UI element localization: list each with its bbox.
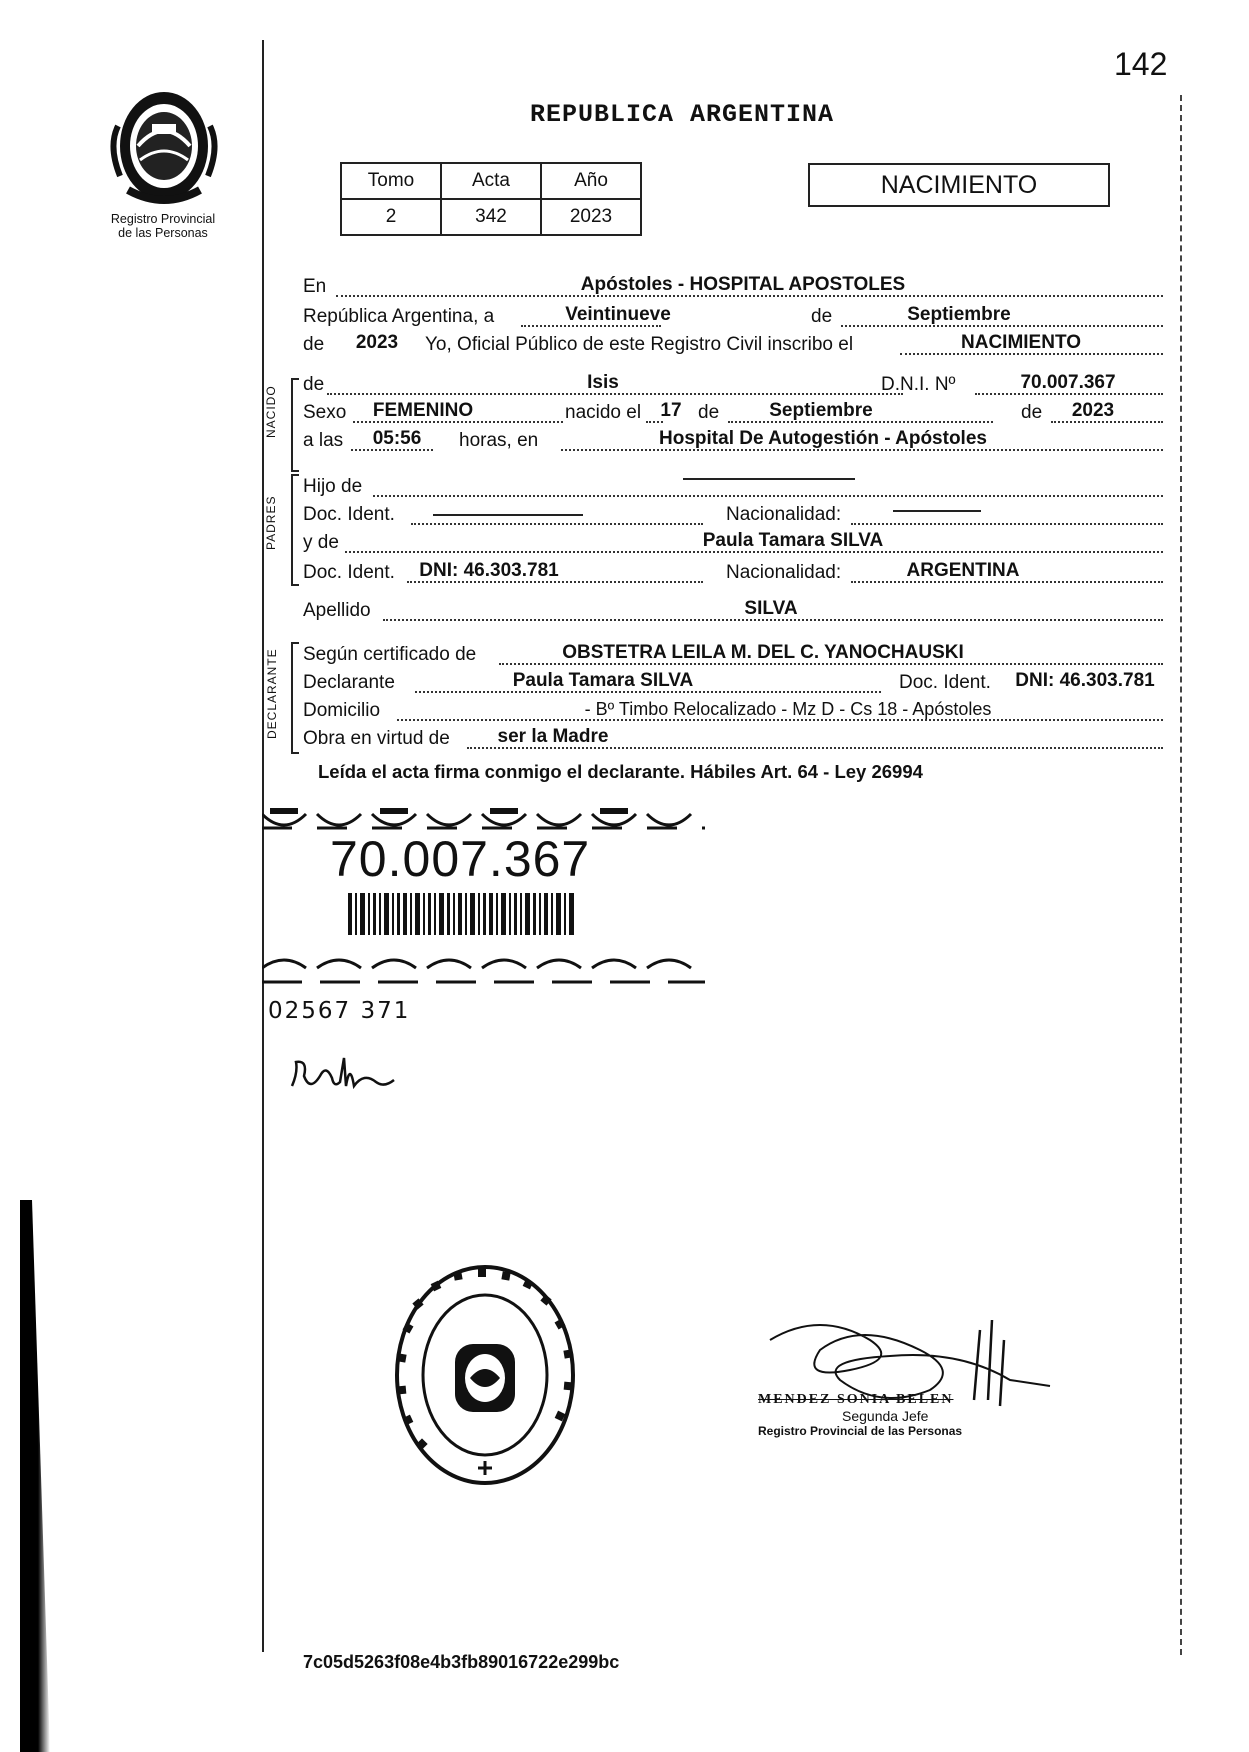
bracket-declarante	[291, 642, 299, 754]
label-de-1: de	[811, 306, 833, 327]
value-obra: ser la Madre	[497, 726, 609, 747]
official-stamp	[390, 1260, 580, 1490]
value-madre-nac: ARGENTINA	[906, 560, 1020, 581]
blank-padre	[683, 478, 855, 480]
value-domicilio: - Bº Timbo Relocalizado - Mz D - Cs 18 - Apóstoles	[584, 699, 992, 719]
page-title: REPUBLICA ARGENTINA	[530, 100, 835, 129]
value-acta: 342	[441, 199, 541, 235]
value-declarante-doc: DNI: 46.303.781	[1015, 670, 1155, 691]
label-doc-declarante: Doc. Ident.	[899, 672, 991, 693]
value-nac-anio: 2023	[1071, 400, 1115, 421]
value-tomo: 2	[341, 199, 441, 235]
label-declarante-campo: Declarante	[303, 672, 395, 693]
dni-large-print: 70.007.367	[330, 831, 591, 887]
value-apellido: SILVA	[744, 598, 798, 619]
value-acto: NACIMIENTO	[961, 332, 1081, 353]
value-nombre: Isis	[587, 372, 619, 393]
label-obra: Obra en virtud de	[303, 728, 450, 749]
row-fecha	[303, 302, 1163, 332]
value-anio: 2023	[541, 199, 641, 235]
blank-padre-nac	[893, 510, 981, 512]
security-band-bottom	[262, 958, 705, 992]
row-domicilio	[303, 696, 1163, 726]
label-horas-en: horas, en	[459, 430, 539, 451]
value-anio-insc: 2023	[355, 332, 399, 353]
bracket-nacido	[291, 378, 299, 472]
header-anio: Año	[541, 163, 641, 199]
row-declarante	[303, 668, 1163, 698]
header-tomo: Tomo	[341, 163, 441, 199]
handwritten-initials	[288, 1052, 398, 1098]
row-en	[303, 272, 1163, 302]
label-declarante: DECLARANTE	[265, 648, 279, 739]
label-a-las: a las	[303, 430, 344, 451]
signatory-org: Registro Provincial de las Personas	[758, 1424, 963, 1438]
record-table	[340, 162, 642, 236]
label-de-3: de	[303, 374, 325, 395]
label-y-de: y de	[303, 532, 339, 553]
header-acta: Acta	[441, 163, 541, 199]
row-sexo	[303, 398, 1163, 428]
value-declarante: Paula Tamara SILVA	[512, 670, 694, 691]
label-doc-padre: Doc. Ident.	[303, 504, 395, 525]
value-sexo: FEMENINO	[372, 400, 474, 421]
value-madre-doc: DNI: 46.303.781	[419, 560, 559, 581]
signatory-name: MENDEZ SONIA BELEN	[758, 1392, 954, 1407]
value-nac-mes: Septiembre	[769, 400, 873, 421]
signature-block	[758, 1392, 1018, 1438]
row-acto	[303, 330, 1163, 360]
value-lugar: Hospital De Autogestión - Apóstoles	[659, 428, 987, 449]
label-nacido-el: nacido el	[565, 402, 642, 423]
value-madre: Paula Tamara SILVA	[702, 530, 884, 551]
scan-edge	[20, 1200, 50, 1752]
label-apellido: Apellido	[303, 600, 371, 621]
row-hijo-de	[303, 472, 1163, 502]
label-certificado: Según certificado de	[303, 644, 477, 665]
page-number: 142	[1114, 46, 1168, 82]
row-hora	[303, 426, 1163, 456]
label-padres: PADRES	[264, 495, 278, 550]
row-apellido	[303, 596, 1163, 626]
label-de-4: de	[698, 402, 720, 423]
blank-padre-doc	[433, 514, 583, 516]
label-dni: D.N.I. Nº	[881, 374, 956, 395]
label-en: En	[303, 276, 327, 297]
value-certificado: OBSTETRA LEILA M. DEL C. YANOCHAUSKI	[562, 642, 964, 663]
label-sexo: Sexo	[303, 402, 347, 423]
label-republica: República Argentina, a	[303, 306, 495, 327]
row-madre	[303, 528, 1163, 558]
label-doc-madre: Doc. Ident.	[303, 562, 395, 583]
label-de-2: de	[303, 334, 325, 355]
row-padre-doc	[303, 500, 1163, 530]
value-en: Apóstoles - HOSPITAL APOSTOLES	[580, 274, 906, 295]
label-de-5: de	[1021, 402, 1043, 423]
document-hash: 7c05d5263f08e4b3fb89016722e299bc	[303, 1652, 620, 1672]
value-nac-dia: 17	[660, 400, 682, 421]
right-margin-line	[1180, 95, 1182, 1655]
value-dia: Veintinueve	[565, 304, 671, 325]
row-madre-doc	[303, 558, 1163, 588]
label-hijo-de: Hijo de	[303, 476, 363, 497]
signatory-role: Segunda Jefe	[842, 1408, 929, 1424]
label-nac-padre: Nacionalidad:	[726, 504, 842, 525]
logo-caption: Registro Provincial de las Personas	[110, 212, 216, 240]
label-nacido: NACIDO	[264, 385, 278, 438]
row-certificado	[303, 640, 1163, 670]
registry-logo	[108, 86, 220, 208]
value-hora: 05:56	[372, 428, 422, 449]
row-obra	[303, 724, 1163, 754]
value-dni: 70.007.367	[1020, 372, 1116, 393]
label-nac-madre: Nacionalidad:	[726, 562, 842, 583]
label-domicilio: Domicilio	[303, 700, 381, 721]
record-kind-box: NACIMIENTO	[808, 163, 1110, 207]
handwritten-number: 02567 371	[268, 998, 411, 1024]
label-oficial: Yo, Oficial Público de este Registro Civil inscribo el	[425, 334, 854, 355]
row-nombre	[303, 370, 1163, 400]
value-mes: Septiembre	[907, 304, 1011, 325]
left-margin-line	[262, 40, 264, 1652]
bracket-padres	[291, 474, 299, 586]
legal-text: Leída el acta firma conmigo el declarante. Hábiles Art. 64 - Ley 26994	[318, 761, 923, 782]
barcode	[348, 893, 575, 935]
